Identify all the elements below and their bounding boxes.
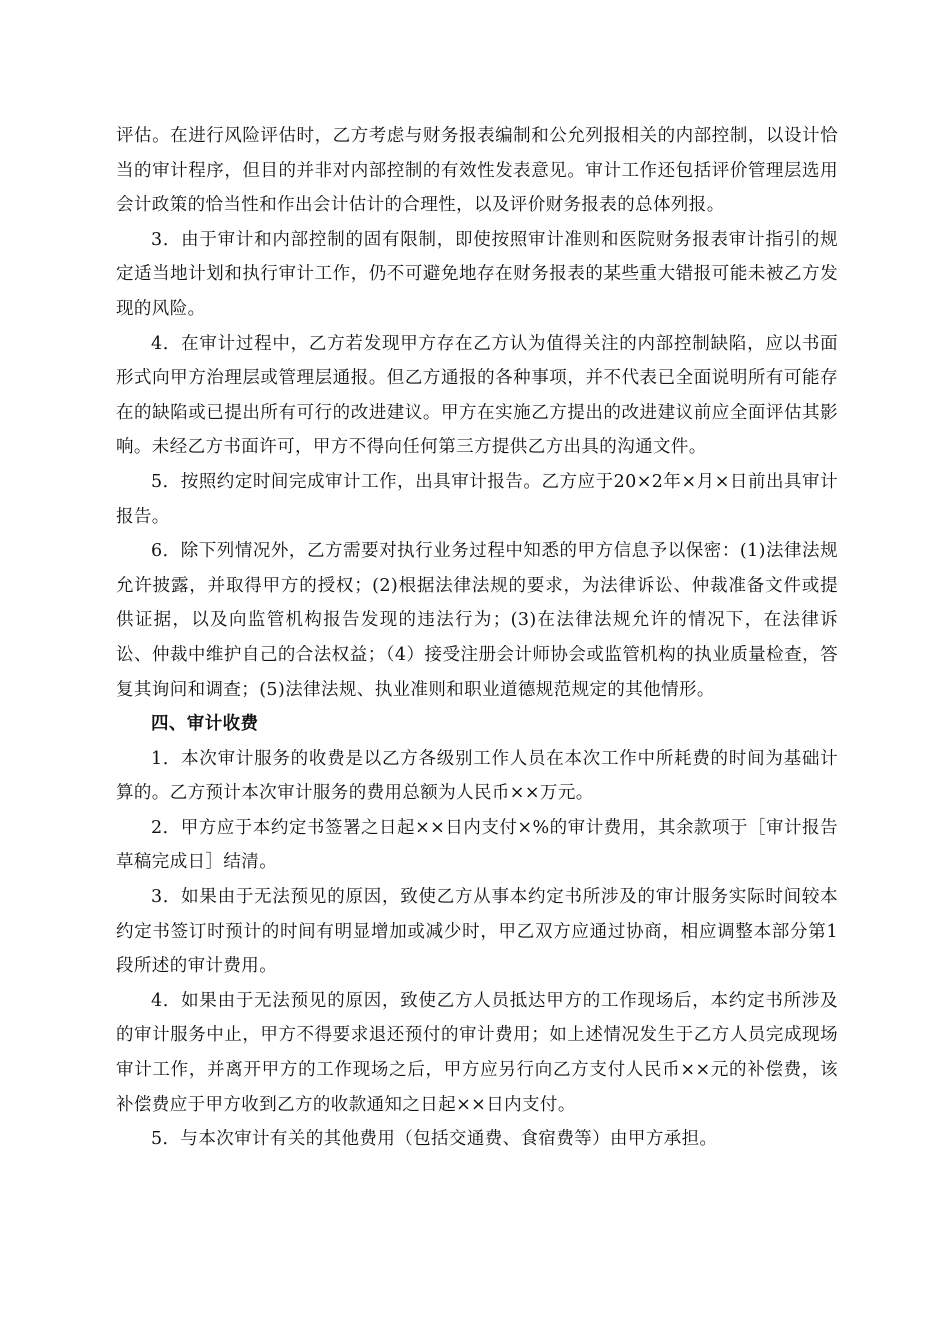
paragraph-item-5: 5．按照约定时间完成审计工作，出具审计报告。乙方应于20×2年×月×日前出具审计报告。 <box>116 471 838 527</box>
fee-paragraph-5: 5．与本次审计有关的其他费用（包括交通费、食宿费等）由甲方承担。 <box>151 1129 718 1150</box>
section-heading-audit-fees: 四、审计收费 <box>151 714 259 735</box>
fee-paragraph-2: 2．甲方应于本约定书签署之日起××日内支付×%的审计费用，其余款项于［审计报告草稿完成日］结清。 <box>116 817 838 873</box>
document-body <box>116 119 838 1157</box>
fee-paragraph-1: 1．本次审计服务的收费是以乙方各级别工作人员在本次工作中所耗费的时间为基础计算的。乙方预计本次审计服务的费用总额为人民币××万元。 <box>116 748 838 804</box>
paragraph-item-6: 6．除下列情况外，乙方需要对执行业务过程中知悉的甲方信息予以保密：(1)法律法规允许披露，并取得甲方的授权；(2)根据法律法规的要求，为法律诉讼、仲裁准备文件或提供证据，以及向监管机构报告发现的违法行为；(3)在法律法规允许的情况下，在法律诉讼、仲裁中维护自己的合法权益；（4）接受注册会计师协会或监管机构的执业质量检查，答复其询问和调查；(5)法律法规、执业准则和职业道德规范规定的其他情形。 <box>116 541 838 700</box>
paragraph-continuation: 评估。在进行风险评估时，乙方考虑与财务报表编制和公允列报相关的内部控制，以设计恰当的审计程序，但目的并非对内部控制的有效性发表意见。审计工作还包括评价管理层选用会计政策的恰当性和作出会计估计的合理性，以及评价财务报表的总体列报。 <box>116 126 838 216</box>
paragraph-item-3: 3．由于审计和内部控制的固有限制，即使按照审计准则和医院财务报表审计指引的规定适当地计划和执行审计工作，仍不可避免地存在财务报表的某些重大错报可能未被乙方发现的风险。 <box>116 229 838 319</box>
fee-paragraph-4: 4．如果由于无法预见的原因，致使乙方人员抵达甲方的工作现场后，本约定书所涉及的审计服务中止，甲方不得要求退还预付的审计费用；如上述情况发生于乙方人员完成现场审计工作，并离开甲方的工作现场之后，甲方应另行向乙方支付人民币××元的补偿费，该补偿费应于甲方收到乙方的收款通知之日起××日内支付。 <box>116 990 838 1115</box>
fee-paragraph-3: 3．如果由于无法预见的原因，致使乙方从事本约定书所涉及的审计服务实际时间较本约定书签订时预计的时间有明显增加或减少时，甲乙双方应通过协商，相应调整本部分第1段所述的审计费用。 <box>116 887 838 977</box>
paragraph-item-4: 4．在审计过程中，乙方若发现甲方存在乙方认为值得关注的内部控制缺陷，应以书面形式向甲方治理层或管理层通报。但乙方通报的各种事项，并不代表已全面说明所有可能存在的缺陷或已提出所有可行的改进建议。甲方在实施乙方提出的改进建议前应全面评估其影响。未经乙方书面许可，甲方不得向任何第三方提供乙方出具的沟通文件。 <box>116 333 838 458</box>
